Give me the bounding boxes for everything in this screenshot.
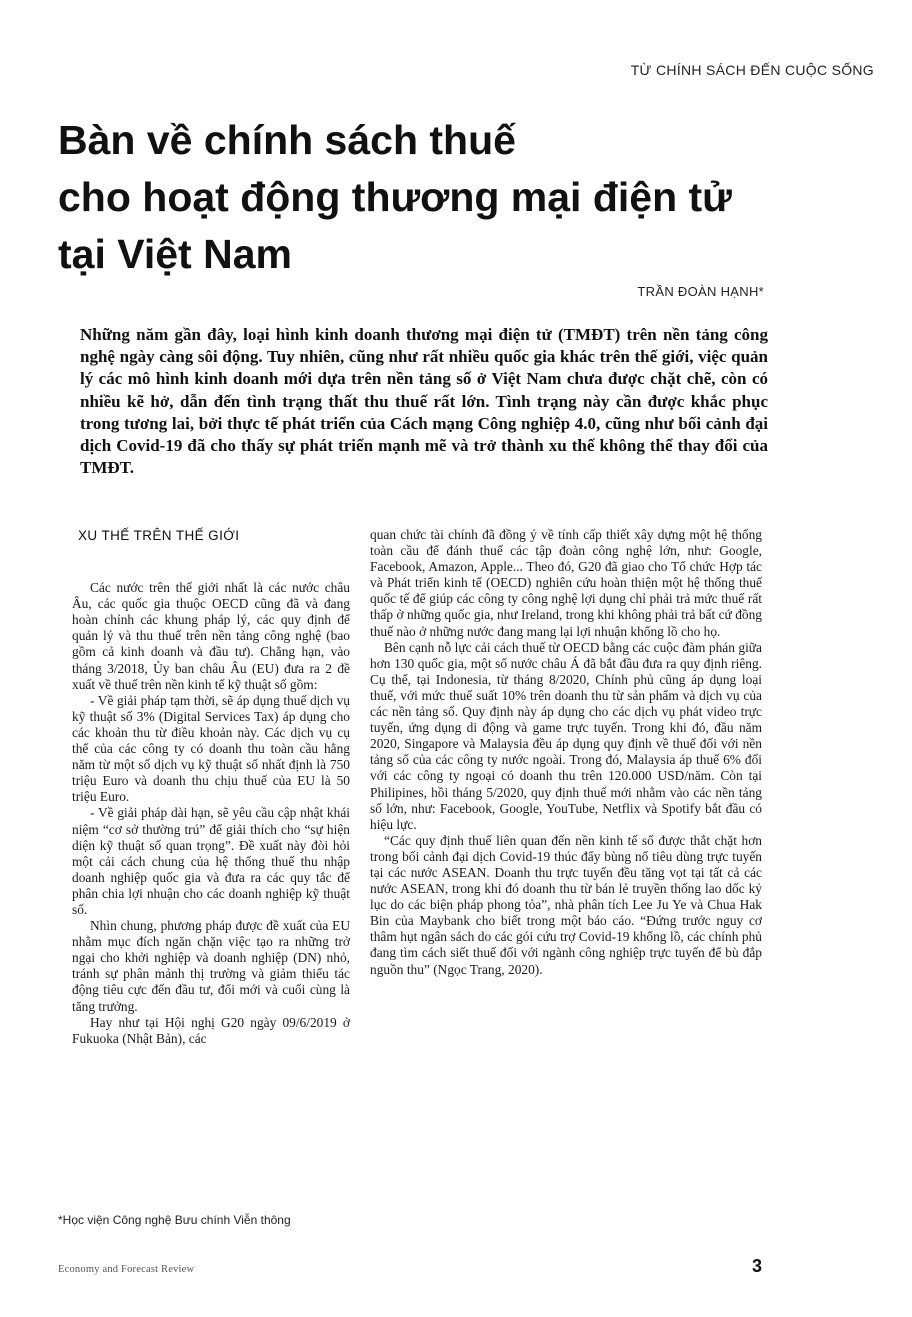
left-column: [72, 520, 350, 1047]
paragraph: Các nước trên thế giới nhất là các nước châu Âu, các quốc gia thuộc OECD cũng đã và đang hoàn chỉnh các khung pháp lý, các quy định để quản lý và thu thuế trên nền tảng công nghệ (bao gồm cả kinh doanh và đầu tư). Chẳng hạn, vào tháng 3/2018, Ủy ban châu Âu (EU) đưa ra 2 đề xuất về thuế trên nền kinh tế kỹ thuật số gồm:: [72, 580, 350, 692]
page-number: 3: [751, 1256, 762, 1276]
footnote: *Học viện Công nghệ Bưu chính Viễn thông: [58, 1213, 291, 1227]
right-column: [370, 527, 762, 978]
title-line-1: Bàn về chính sách thuế: [58, 117, 516, 163]
abstract: Những năm gần đây, loại hình kinh doanh thương mại điện tử (TMĐT) trên nền tảng công nghệ ngày càng sôi động. Tuy nhiên, cũng như rất nhiều quốc gia khác trên thế giới, việc quản lý các mô hình kinh doanh mới dựa trên nền tảng số ở Việt Nam chưa được chặt chẽ, còn có nhiều kẽ hở, dẫn đến tình trạng thất thu thuế rất lớn. Tình trạng này cần được khắc phục trong tương lai, bởi thực tế phát triển của Cách mạng Công nghiệp 4.0, cũng như bối cảnh đại dịch Covid-19 đã cho thấy sự phát triển mạnh mẽ và trở thành xu thế không thể thay đổi của TMĐT.: [80, 325, 768, 478]
article-title: [58, 112, 858, 283]
title-line-2: cho hoạt động thương mại điện tử: [58, 174, 732, 220]
paragraph: “Các quy định thuế liên quan đến nền kinh tế số được thắt chặt hơn trong bối cảnh đại dịch Covid-19 thúc đẩy bùng nổ tiêu dùng trực tuyến tại các nước ASEAN. Doanh thu trực tuyến đều tăng vọt tại tất cả các nước ASEAN, trong khi đó doanh thu từ bán lẻ truyền thống lao dốc kỷ lục do các biện pháp phong tỏa”, nhà phân tích Lee Ju Ye và Chua Hak Bin của Maybank cho biết trong một báo cáo. “Đứng trước nguy cơ thâm hụt ngân sách do các gói cứu trợ Covid-19 khổng lồ, các chính phủ đang tìm cách siết thuế đối với ngành công nghiệp trực tuyến để bù đắp nguồn thu” (Ngọc Trang, 2020).: [370, 832, 762, 977]
journal-name: Economy and Forecast Review: [58, 1264, 195, 1275]
paragraph: Nhìn chung, phương pháp được đề xuất của EU nhằm mục đích ngăn chặn việc tạo ra những trở ngại cho khởi nghiệp và doanh nghiệp (DN) nhỏ, tránh sự phân mảnh thị trường và giảm thiểu tác động tiêu cực đến đầu tư, đổi mới và cuối cùng là tăng trưởng.: [72, 918, 350, 1014]
section-header: TỪ CHÍNH SÁCH ĐẾN CUỘC SỐNG: [630, 62, 874, 78]
paragraph: Bên cạnh nỗ lực cải cách thuế từ OECD bằng các cuộc đàm phán giữa hơn 130 quốc gia, một số nước châu Á đã bắt đầu đưa ra quy định riêng. Cụ thể, tại Indonesia, từ tháng 8/2020, Chính phủ cũng áp dụng loại thuế, với mức thuế suất 10% trên doanh thu từ sản phẩm và dịch vụ của các nền tảng số. Quy định này áp dụng cho các dịch vụ phát video trực tuyến, ứng dụng di động và game trực tuyến. Trong khi đó, đầu năm 2020, Singapore và Malaysia đều áp dụng quy định về thuế đối với nền tảng số của các công ty nước ngoài. Trong đó, Malaysia áp thuế 6% đối với các công ty ngoại có doanh thu trên 120.000 USD/năm. Còn tại Philipines, hồi tháng 5/2020, quy định thuế mới nhằm vào các nền tảng số lớn, như: Facebook, Google, YouTube, Netflix và Spotify bắt đầu có hiệu lực.: [370, 639, 762, 832]
paragraph: quan chức tài chính đã đồng ý về tính cấp thiết xây dựng một hệ thống toàn cầu để đánh thuế các tập đoàn công nghệ lớn, như: Google, Facebook, Amazon, Apple... Theo đó, G20 đã giao cho Tổ chức Hợp tác và Phát triển kinh tế (OECD) nghiên cứu hoàn thiện một hệ thống thuế quốc tế để giúp các công ty công nghệ lợi dụng chỉ phải trả mức thuế rất thấp ở những quốc gia, như Ireland, trong khi không phải trả bất cứ đồng thuế nào ở những nước đang mang lại lợi nhuận khổng lồ cho họ.: [370, 527, 762, 639]
author-byline: TRẦN ĐOÀN HẠNH*: [637, 284, 764, 299]
title-line-3: tại Việt Nam: [58, 231, 292, 277]
section-heading: XU THẾ TRÊN THẾ GIỚI: [78, 528, 240, 543]
paragraph: Hay như tại Hội nghị G20 ngày 09/6/2019 ở Fukuoka (Nhật Bản), các: [72, 1014, 350, 1046]
paragraph: - Về giải pháp tạm thời, sẽ áp dụng thuế dịch vụ kỹ thuật số 3% (Digital Services Tax) áp dụng cho các khoản thu từ điều khoản này. Các dịch vụ cụ thể của các công ty có doanh thu toàn cầu hằng năm từ một số dịch vụ kỹ thuật số nhất định là 750 triệu Euro và doanh thu chịu thuế của EU là 50 triệu Euro.: [72, 692, 350, 805]
paragraph: - Về giải pháp dài hạn, sẽ yêu cầu cập nhật khái niệm “cơ sở thường trú” để giải thích cho “sự hiện diện kỹ thuật số quan trọng”. Đề xuất này đòi hỏi một cải cách chung của hệ thống thuế thu nhập doanh nghiệp quốc gia và đưa ra các quy tắc để phân chia lợi nhuận cho các doanh nghiệp kỹ thuật số.: [72, 805, 350, 917]
